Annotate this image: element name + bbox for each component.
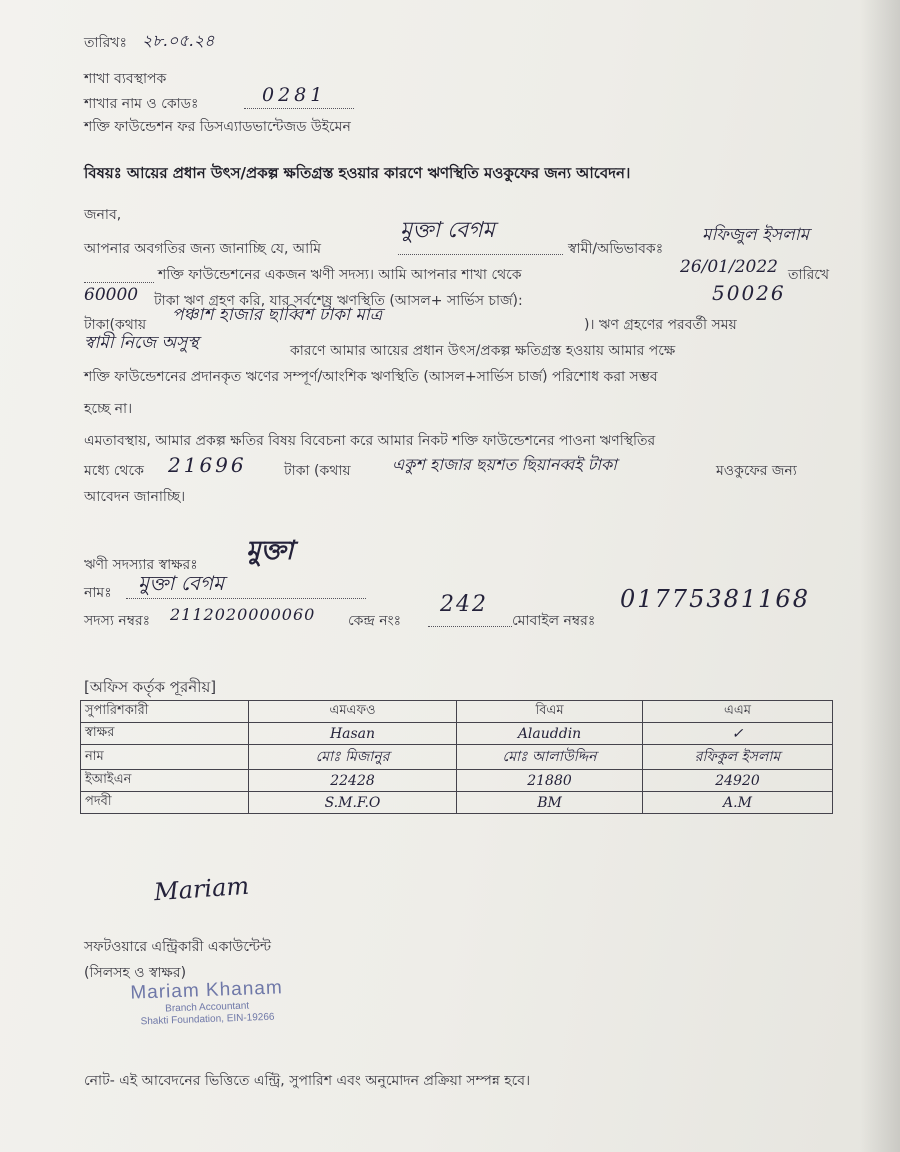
- p1-text-b: স্বামী/অভিভাবকঃ: [568, 241, 664, 257]
- stamp-role: Branch Accountant: [165, 1000, 250, 1015]
- table-row: [81, 723, 833, 745]
- p1-text-j: হচ্ছে না।: [84, 401, 133, 417]
- p1-text-h: কারণে আমার আয়ের প্রধান উৎস/প্রকল্প ক্ষতিগ্রস্ত হওয়ায় আমার পক্ষে: [290, 343, 676, 359]
- table-cell: মোঃ আলাউদ্দিন: [457, 745, 643, 770]
- table-cell: 21880: [457, 770, 643, 792]
- table-header-row: [81, 701, 833, 723]
- guardian-handwritten: মফিজুল ইসলাম: [702, 225, 810, 245]
- waiver-words-handwritten: একুশ হাজার ছয়শত ছিয়ানব্বই টাকা: [392, 455, 617, 474]
- p2-text-b: মধ্যে থেকে: [84, 463, 144, 479]
- member-number-label: সদস্য নম্বরঃ: [84, 613, 151, 629]
- p2-text-e: আবেদন জানাচ্ছি।: [84, 489, 186, 505]
- table-header-cell: সুপারিশকারী: [81, 701, 249, 723]
- p1-text-e: টাকা ঋণ গ্রহণ করি, যার সর্বশেষ ঋণস্থিতি (আসল+ সার্ভিস চার্জ):: [154, 293, 523, 309]
- table-header-cell: বিএম: [457, 701, 643, 723]
- p1-text-g: )। ঋণ গ্রহণের পরবর্তী সময়: [584, 317, 737, 333]
- loan-amount-handwritten: 60000: [84, 285, 139, 305]
- stamp-name: Mariam Khanam: [130, 977, 284, 1004]
- office-section-heading: [অফিস কর্তৃক পূরনীয়]: [84, 678, 217, 696]
- member-name-handwritten: মুক্তা বেগম: [400, 218, 495, 243]
- table-row: [81, 770, 833, 792]
- branch-code-line: [244, 108, 354, 109]
- table-cell: Alauddin: [457, 723, 643, 745]
- footer-note: নোট- এই আবেদনের ভিত্তিতে এন্ট্রি, সুপারিশ এবং অনুমোদন প্রক্রিয়া সম্পন্ন হবে।: [84, 1073, 531, 1089]
- row-label: নাম: [81, 745, 249, 770]
- accountant-title: সফটওয়ারে এন্ট্রিকারী একাউন্টেন্ট: [84, 939, 271, 955]
- row-label: ইআইএন: [81, 770, 249, 792]
- p1-text-i: শক্তি ফাউন্ডেশনের প্রদানকৃত ঋণের সম্পূর্ণ/আংশিক ঋণস্থিতি (আসল+সার্ভিস চার্জ) পরিশোধ করা সম্ভব: [84, 369, 658, 385]
- table-cell: মোঃ মিজানুর: [249, 745, 457, 770]
- branch-label: শাখার নাম ও কোডঃ: [84, 96, 199, 112]
- p1-text-f: টাকা(কথায়: [84, 317, 147, 333]
- stamp-organization: Shakti Foundation, EIN-19266: [140, 1011, 275, 1028]
- mobile-value: 01775381168: [620, 585, 810, 613]
- member-name-field-line: [126, 598, 366, 599]
- p2-text-a: এমতাবস্থায়, আমার প্রকল্প ক্ষতির বিষয় বিবেচনা করে আমার নিকট শক্তি ফাউন্ডেশনের পাওনা ঋণস্থিতির: [84, 433, 656, 449]
- mobile-label: মোবাইল নম্বরঃ: [512, 613, 596, 629]
- member-number-value: 2112020000060: [170, 605, 316, 624]
- date-value: ২৮.০৫.২৪: [142, 31, 215, 50]
- center-label: কেন্দ্র নংঃ: [348, 613, 402, 629]
- table-row: [81, 745, 833, 770]
- center-field-line: [428, 626, 512, 627]
- branch-code: 0281: [262, 84, 327, 106]
- loan-date-handwritten: 26/01/2022: [680, 257, 778, 277]
- subject-line: বিষয়ঃ আয়ের প্রধান উৎস/প্রকল্প ক্ষতিগ্রস্ত হওয়ার কারণে ঋণস্থিতি মওকুফের জন্য আবেদন।: [84, 164, 631, 182]
- row-label: পদবী: [81, 792, 249, 814]
- outstanding-handwritten: 50026: [712, 281, 786, 305]
- date-label: তারিখঃ: [84, 35, 127, 51]
- member-signature-label: ঋণী সদস্যার স্বাক্ষরঃ: [84, 557, 198, 573]
- manager-line: শাখা ব্যবস্থাপক: [84, 71, 167, 87]
- table-cell: Hasan: [249, 723, 457, 745]
- page-shadow: [860, 0, 900, 1152]
- table-header-cell: এমএফও: [249, 701, 457, 723]
- table-cell: ✓: [643, 723, 833, 745]
- table-cell: S.M.F.O: [249, 792, 457, 814]
- office-approval-table: [80, 700, 833, 814]
- organization-name: শক্তি ফাউন্ডেশন ফর ডিসএ্যাডভান্টেজড উইমেন: [84, 119, 351, 135]
- table-cell: 24920: [643, 770, 833, 792]
- center-number-value: 242: [440, 592, 488, 617]
- waiver-amount-handwritten: 21696: [168, 453, 247, 477]
- blank-line: [84, 282, 154, 283]
- table-row: [81, 792, 833, 814]
- accountant-stamp: [111, 977, 302, 1030]
- table-cell: A.M: [643, 792, 833, 814]
- member-name-line: [398, 254, 563, 255]
- table-cell: রফিকুল ইসলাম: [643, 745, 833, 770]
- seal-signature-label: (সিলসহ ও স্বাক্ষর): [84, 965, 187, 981]
- table-cell: 22428: [249, 770, 457, 792]
- member-name-label: নামঃ: [84, 585, 112, 601]
- p2-text-c: টাকা (কথায়: [284, 463, 351, 479]
- accountant-signature: Mariam: [153, 871, 250, 907]
- table-cell: BM: [457, 792, 643, 814]
- member-signature: মুক্তা: [246, 536, 294, 566]
- table-header-cell: এএম: [643, 701, 833, 723]
- salutation: জনাব,: [84, 207, 122, 223]
- p1-text-c: শক্তি ফাউন্ডেশনের একজন ঋণী সদস্য। আমি আপনার শাখা থেকে: [158, 267, 522, 283]
- row-label: স্বাক্ষর: [81, 723, 249, 745]
- reason-handwritten: স্বামী নিজে অসুস্থ: [84, 333, 199, 353]
- p2-text-d: মওকুফের জন্য: [716, 463, 797, 479]
- member-name-value: মুক্তা বেগম: [138, 571, 225, 595]
- outstanding-words-handwritten: পঞ্চাশ হাজার ছাব্বিশ টাকা মাত্র: [172, 305, 383, 325]
- p1-text-d: তারিখে: [788, 267, 830, 283]
- p1-text-a: আপনার অবগতির জন্য জানাচ্ছি যে, আমি: [84, 241, 322, 257]
